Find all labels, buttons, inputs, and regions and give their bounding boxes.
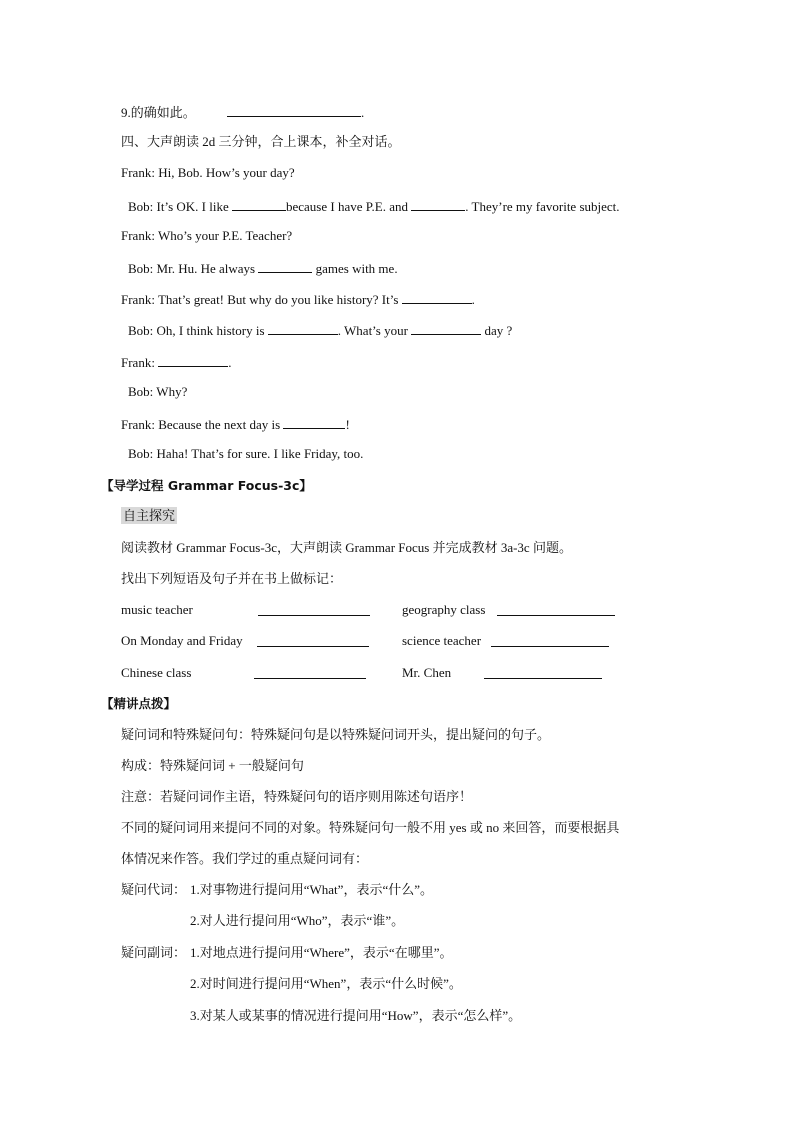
self-study-label [121,508,177,524]
phrase-text: Chinese class [121,665,192,680]
pronoun-item: 2.对人进行提问用“Who”，表示“谁”。 [190,913,405,928]
dialogue-text: Frank: Because the next day is [121,417,284,432]
answer-blank[interactable] [258,259,312,273]
dialogue-line-7 [121,353,231,371]
item-9-text: 9.的确如此。 [121,105,196,120]
answer-blank[interactable] [283,415,345,429]
answer-blank[interactable] [411,197,465,211]
phrase-text: On Monday and Friday [121,633,243,648]
answer-blank[interactable] [258,602,370,616]
pronoun-label: 疑问代词： [121,882,187,897]
self-study-text: 自主探究 [123,508,176,523]
dialogue-text: Bob: Oh, I think history is [128,323,268,338]
explain-line: 不同的疑问词用来提问不同的对象。特殊疑问句一般不用 yes 或 no 来回答，而要根据具 [121,820,620,835]
section-title-guide: 【导学过程 Grammar Focus-3c】 [101,478,312,493]
adverb-item: 1.对地点进行提问用“Where”，表示“在哪里”。 [190,945,453,960]
dialogue-line-3 [121,228,292,244]
dialogue-line-1 [121,165,295,181]
explain-line: 构成：特殊疑问词 + 一般疑问句 [121,758,304,773]
phrase-text: geography class [402,602,486,617]
explain-line: 疑问词和特殊疑问句：特殊疑问句是以特殊疑问词开头，提出疑问的句子。 [121,727,551,742]
answer-blank[interactable] [254,665,366,679]
dialogue-line-2 [128,197,620,215]
answer-blank[interactable] [484,665,602,679]
answer-blank[interactable] [268,321,338,335]
answer-blank[interactable] [158,353,228,367]
answer-blank[interactable] [257,633,369,647]
answer-blank[interactable] [497,602,615,616]
dialogue-text: . [471,292,475,307]
item-9 [121,103,364,121]
adverb-label: 疑问副词： [121,945,187,960]
section-title-explain: 【精讲点拨】 [101,696,177,711]
dialogue-text: Frank: [121,355,159,370]
explain-line: 体情况来作答。我们学过的重点疑问词有： [121,851,369,866]
dialogue-line-9 [121,415,350,433]
answer-blank[interactable] [402,290,472,304]
dialogue-text: Frank: Who’s your P.E. Teacher? [121,228,293,243]
dialogue-text: Frank: Hi, Bob. How’s your day? [121,165,295,180]
instruction-line-2: 找出下列短语及句子并在书上做标记： [121,571,343,586]
dialogue-text: ! [345,417,350,432]
instruction-line-1: 阅读教材 Grammar Focus-3c，大声朗读 Grammar Focus 并完成教材 3a-3c 问题。 [121,540,572,555]
phrase-text: science teacher [402,633,482,648]
dialogue-text: Bob: Why? [128,384,188,399]
dialogue-text: . [228,355,232,370]
part4-heading: 四、大声朗读 2d 三分钟，合上课本，补全对话。 [121,134,401,149]
phrase-item [121,602,193,618]
dialogue-text: Frank: That’s great! But why do you like history? It’s [121,292,402,307]
dialogue-line-10 [128,446,363,462]
phrase-item [121,665,191,681]
answer-blank[interactable] [227,103,361,117]
phrase-item [402,665,451,681]
adverb-item: 3.对某人或某事的情况进行提问用“How”，表示“怎么样”。 [190,1008,522,1023]
dialogue-text: because I have P.E. and [286,199,412,214]
dialogue-text: Bob: Mr. Hu. He always [128,261,259,276]
phrase-text: music teacher [121,602,193,617]
dialogue-text: day ? [481,323,513,338]
dialogue-text: . What’s your [337,323,412,338]
dialogue-line-5 [121,290,475,308]
explain-line: 注意：若疑问词作主语，特殊疑问句的语序则用陈述句语序！ [121,789,473,804]
phrase-item [402,602,485,618]
phrase-text: Mr. Chen [402,665,452,680]
adverb-item: 2.对时间进行提问用“When”，表示“什么时候”。 [190,976,462,991]
phrase-item [121,633,243,649]
dialogue-text: Bob: Haha! That’s for sure. I like Friday, too. [128,446,364,461]
dialogue-text: . They’re my favorite subject. [465,199,620,214]
dialogue-text: games with me. [312,261,398,276]
dialogue-line-8 [128,384,187,400]
answer-blank[interactable] [232,197,286,211]
dialogue-line-6 [128,321,512,339]
answer-blank[interactable] [411,321,481,335]
phrase-item [402,633,481,649]
dialogue-line-4 [128,259,398,277]
pronoun-item: 1.对事物进行提问用“What”，表示“什么”。 [190,882,433,897]
dialogue-text: Bob: It’s OK. I like [128,199,232,214]
item-9-end: . [361,105,365,120]
answer-blank[interactable] [491,633,609,647]
